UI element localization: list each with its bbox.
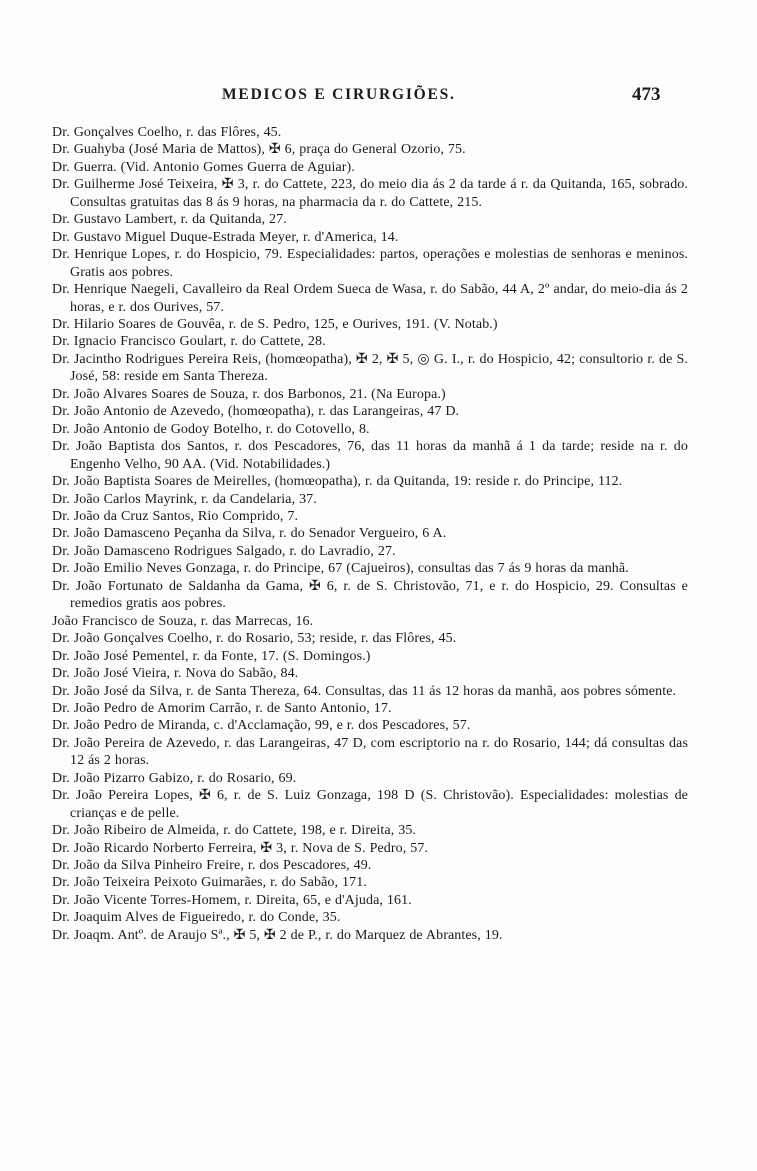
list-item: Dr. João Damasceno Rodrigues Salgado, r. do Lavradio, 27. — [52, 543, 396, 559]
list-item: Dr. Gustavo Miguel Duque-Estrada Meyer, r. d'America, 14. — [52, 229, 399, 245]
list-item: Dr. João da Silva Pinheiro Freire, r. dos Pescadores, 49. — [52, 858, 372, 874]
list-item: Dr. João Ricardo Norberto Ferreira, ✠ 3, r. Nova de S. Pedro, 57. — [52, 840, 429, 856]
list-item: Dr. João José da Silva, r. de Santa Thereza, 64. Consultas, das 11 ás 12 horas da manhã, aos pobres sómente. — [52, 683, 677, 699]
list-item: Dr. João Antonio de Godoy Botelho, r. do Cotovello, 8. — [52, 421, 370, 437]
list-item: Dr. João da Cruz Santos, Rio Comprido, 7. — [52, 508, 299, 524]
list-item: Dr. Henrique Lopes, r. do Hospicio, 79. Especialidades: partos, operações e molestias de senhoras e meninos. Gratis aos pobres. — [52, 247, 688, 280]
list-item: Dr. João Baptista Soares de Meirelles, (homœopatha), r. da Quitanda, 19: reside r. do Principe, 112. — [52, 474, 623, 490]
list-item: Dr. João Emilio Neves Gonzaga, r. do Principe, 67 (Cajueiros), consultas das 7 ás 9 horas da manhã. — [52, 561, 629, 577]
list-item: Dr. João Pereira Lopes, ✠ 6, r. de S. Luiz Gonzaga, 198 D (S. Christovão). Especialidades: molestias de crianças e de pelle. — [52, 788, 688, 821]
list-item: Dr. Guerra. (Vid. Antonio Gomes Guerra de Aguiar). — [52, 159, 355, 175]
list-item: Dr. Guilherme José Teixeira, ✠ 3, r. do Cattete, 223, do meio dia ás 2 da tarde á r. da Quitanda, 165, sobrado. Consultas gratuitas das 8 ás 9 horas, na pharmacia da r. do Cattete, 215. — [52, 177, 688, 210]
list-item: Dr. João Pereira de Azevedo, r. das Larangeiras, 47 D, com escriptorio na r. do Rosario, 144; dá consultas das 12 ás 2 horas. — [52, 735, 688, 769]
list-item: Dr. João Alvares Soares de Souza, r. dos Barbonos, 21. (Na Europa.) — [52, 386, 446, 402]
list-item: Dr. João Pizarro Gabizo, r. do Rosario, 69. — [52, 770, 297, 786]
list-item: Dr. João Carlos Mayrink, r. da Candelaria, 37. — [52, 491, 317, 507]
list-item: Dr. Jacintho Rodrigues Pereira Reis, (homœopatha), ✠ 2, ✠ 5, ◎ G. I., r. do Hospicio, 42; consultorio r. de S. José, 58: reside em Santa Thereza. — [52, 351, 688, 385]
page-header — [0, 86, 757, 114]
physician-list — [52, 124, 688, 944]
list-item: Dr. João Pedro de Amorim Carrão, r. de Santo Antonio, 17. — [52, 700, 392, 716]
running-title: MEDICOS E CIRURGIÕES. — [222, 86, 456, 103]
list-item: Dr. João Vicente Torres-Homem, r. Direita, 65, e d'Ajuda, 161. — [52, 892, 412, 908]
list-item: Dr. João Fortunato de Saldanha da Gama, ✠ 6, r. de S. Christovão, 71, e r. do Hospicio, 29. Consultas e remedios gratis aos pobres. — [52, 578, 688, 612]
list-item: Dr. Ignacio Francisco Goulart, r. do Cattete, 28. — [52, 334, 326, 350]
list-item: Dr. João José Pementel, r. da Fonte, 17. (S. Domingos.) — [52, 648, 371, 664]
list-item: Dr. João Gonçalves Coelho, r. do Rosario, 53; reside, r. das Flôres, 45. — [52, 631, 457, 647]
list-item: Dr. Joaqm. Antº. de Araujo Sª., ✠ 5, ✠ 2 de P., r. do Marquez de Abrantes, 19. — [52, 927, 503, 943]
list-item: Dr. Hilario Soares de Gouvêa, r. de S. Pedro, 125, e Ourives, 191. (V. Notab.) — [52, 316, 498, 332]
list-item: Dr. João Teixeira Peixoto Guimarães, r. do Sabão, 171. — [52, 875, 367, 891]
list-item: Dr. João Ribeiro de Almeida, r. do Cattete, 198, e r. Direita, 35. — [52, 823, 417, 839]
list-item: Dr. Joaquim Alves de Figueiredo, r. do Conde, 35. — [52, 910, 341, 926]
list-item: João Francisco de Souza, r. das Marrecas, 16. — [52, 613, 314, 629]
list-item: Dr. João Baptista dos Santos, r. dos Pescadores, 76, das 11 horas da manhã á 1 da tarde; reside na r. do Engenho Velho, 90 AA. (Vid. Notabilidades.) — [52, 439, 688, 472]
list-item: Dr. João Damasceno Peçanha da Silva, r. do Senador Vergueiro, 6 A. — [52, 526, 447, 542]
page-number: 473 — [632, 84, 661, 105]
list-item: Dr. João Antonio de Azevedo, (homœopatha), r. das Larangeiras, 47 D. — [52, 404, 460, 420]
list-item: Dr. Henrique Naegeli, Cavalleiro da Real Ordem Sueca de Wasa, r. do Sabão, 44 A, 2º andar, do meio-dia ás 2 horas, e r. dos Ourives, 57. — [52, 282, 688, 315]
list-item: Dr. João José Vieira, r. Nova do Sabão, 84. — [52, 666, 299, 682]
list-item: Dr. Gonçalves Coelho, r. das Flôres, 45. — [52, 125, 282, 140]
list-item: Dr. Gustavo Lambert, r. da Quitanda, 27. — [52, 212, 287, 228]
list-item: Dr. Guahyba (José Maria de Mattos), ✠ 6, praça do General Ozorio, 75. — [52, 142, 466, 158]
list-item: Dr. João Pedro de Miranda, c. d'Acclamação, 99, e r. dos Pescadores, 57. — [52, 718, 471, 734]
